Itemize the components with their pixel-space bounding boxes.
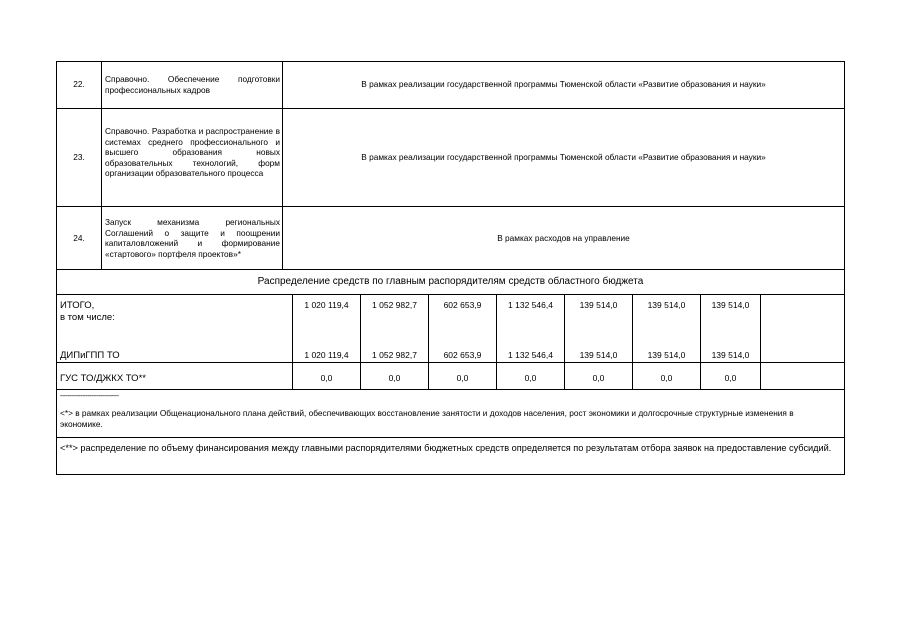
value-cell: 139 514,0	[579, 350, 618, 360]
row-description: Справочно. Обеспечение подготовки профессиональных кадров	[105, 74, 280, 95]
value-cell: 139 514,0	[711, 350, 750, 360]
value-cell: 0,0	[660, 373, 673, 383]
row-number: 23.	[73, 152, 85, 163]
value-cell: 139 514,0	[647, 300, 686, 310]
row-divider	[56, 437, 845, 438]
value-cell: 0,0	[388, 373, 401, 383]
gus-label: ГУС ТО/ДЖКХ ТО**	[60, 373, 146, 384]
value-cell: 1 132 546,4	[508, 350, 553, 360]
total-label: ИТОГО,	[60, 300, 95, 311]
value-cell: 602 653,9	[443, 350, 482, 360]
row-note: В рамках расходов на управление	[497, 232, 630, 243]
row-divider	[56, 294, 845, 295]
value-cell: 1 020 119,4	[304, 350, 349, 360]
value-cell: 139 514,0	[711, 300, 750, 310]
value-cell: 1 052 982,7	[372, 350, 417, 360]
distribution-table	[56, 269, 845, 475]
value-cell: 1 132 546,4	[508, 300, 553, 310]
column-divider	[760, 294, 761, 390]
value-cell: 602 653,9	[443, 300, 482, 310]
value-cell: 0,0	[524, 373, 537, 383]
row-number: 22.	[73, 79, 85, 90]
value-cell: 0,0	[456, 373, 469, 383]
footnote-1: <*> в рамках реализации Общенационального плана действий, обеспечивающих восстановление занятости и доходов населения, рост экономики и долгосрочные структурные изменения в экономике.	[60, 408, 794, 429]
row-number: 24.	[73, 232, 85, 243]
row-note: В рамках реализации государственной программы Тюменской области «Развитие образования и науки»	[361, 79, 766, 90]
value-cell: 0,0	[592, 373, 605, 383]
value-cell: 1 020 119,4	[304, 300, 349, 310]
dip-label: ДИПиГПП ТО	[60, 350, 120, 361]
upper-table	[56, 61, 844, 270]
row-description: Справочно. Разработка и распространение в системах среднего профессионального и высшего образования новых образовательных технологий, форм организации образовательного процесса	[105, 126, 280, 178]
value-cell: 0,0	[320, 373, 333, 383]
footnote-2: <**> распределение по объему финансирования между главными распорядителями бюджетных средств определяется по результатам отбора заявок на предоставление субсидий.	[60, 443, 832, 453]
row-divider	[56, 362, 845, 363]
row-description: Запуск механизма региональных Соглашений о защите и поощрении капиталовложений и формирование «стартового» портфеля проектов»*	[105, 217, 280, 259]
total-sublabel: в том числе:	[60, 312, 115, 323]
value-cell: 139 514,0	[647, 350, 686, 360]
row-divider	[56, 389, 845, 390]
footnote-separator: --------------------------------	[60, 393, 119, 400]
row-note: В рамках реализации государственной программы Тюменской области «Развитие образования и науки»	[361, 152, 766, 163]
distribution-heading: Распределение средств по главным распорядителям средств областного бюджета	[257, 276, 644, 287]
value-cell: 0,0	[724, 373, 737, 383]
value-cell: 139 514,0	[579, 300, 618, 310]
value-cell: 1 052 982,7	[372, 300, 417, 310]
